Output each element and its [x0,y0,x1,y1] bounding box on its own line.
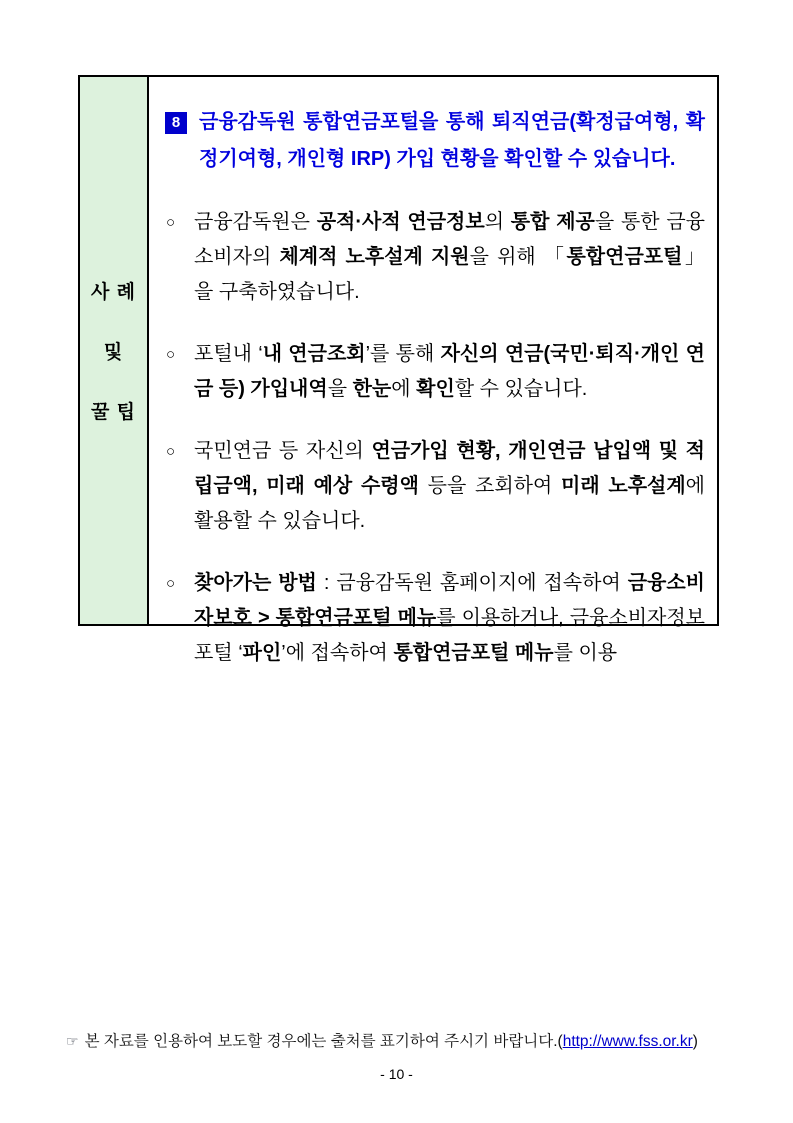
row-header-line: 꿀 팁 [91,402,136,423]
item-number-badge: 8 [165,112,187,134]
citation-text-close: ) [692,1033,698,1050]
pointing-hand-icon: ☞ [66,1033,79,1049]
bullet-marker: ○ [166,575,176,592]
bullet-item [164,434,705,539]
section-heading-text: 금융감독원 통합연금포털을 통해 퇴직연금(확정급여형, 확정기여형, 개인형 IRP) 가입 현황을 확인할 수 있습니다. [199,111,705,170]
bullet-marker: ○ [166,214,176,231]
tips-table [78,75,719,664]
bullet-text: 포털내 ‘내 연금조회’를 통해 자신의 연금(국민·퇴직·개인 연금 등) 가입내역을 한눈에 확인할 수 있습니다. [194,343,705,400]
table-content-cell [149,77,717,664]
bullet-item [164,337,705,407]
citation-text: 본 자료를 인용하여 보도할 경우에는 출처를 표기하여 주시기 바랍니다.( [84,1033,563,1050]
page-number: - 10 - [380,1066,413,1082]
bullet-item [164,205,705,310]
bullet-marker: ○ [166,346,176,363]
bullet-text: 국민연금 등 자신의 연금가입 현황, 개인연금 납입액 및 적립금액, 미래 예상 수령액 등을 조회하여 미래 노후설계에 활용할 수 있습니다. [194,440,705,532]
table-header-cell [80,77,149,624]
row-header-line: 사 례 [91,282,136,303]
bullet-text: 금융감독원은 공적·사적 연금정보의 통합 제공을 통한 금융소비자의 체계적 노후설계 지원을 위해 「통합연금포털」을 구축하였습니다. [194,211,705,303]
citation-note [66,1030,736,1053]
section-heading [164,104,705,178]
bullet-item [164,566,705,671]
bullet-marker: ○ [166,443,176,460]
bullet-text: 찾아가는 방법 : 금융감독원 홈페이지에 접속하여 금융소비자보호 > 통합연금포털 메뉴를 이용하거나, 금융소비자정보포털 ‘파인’에 접속하여 통합연금포털 메뉴를 이용 [194,572,705,664]
row-header-line: 및 [103,342,124,363]
fss-website-link[interactable]: http://www.fss.or.kr [562,1033,693,1050]
